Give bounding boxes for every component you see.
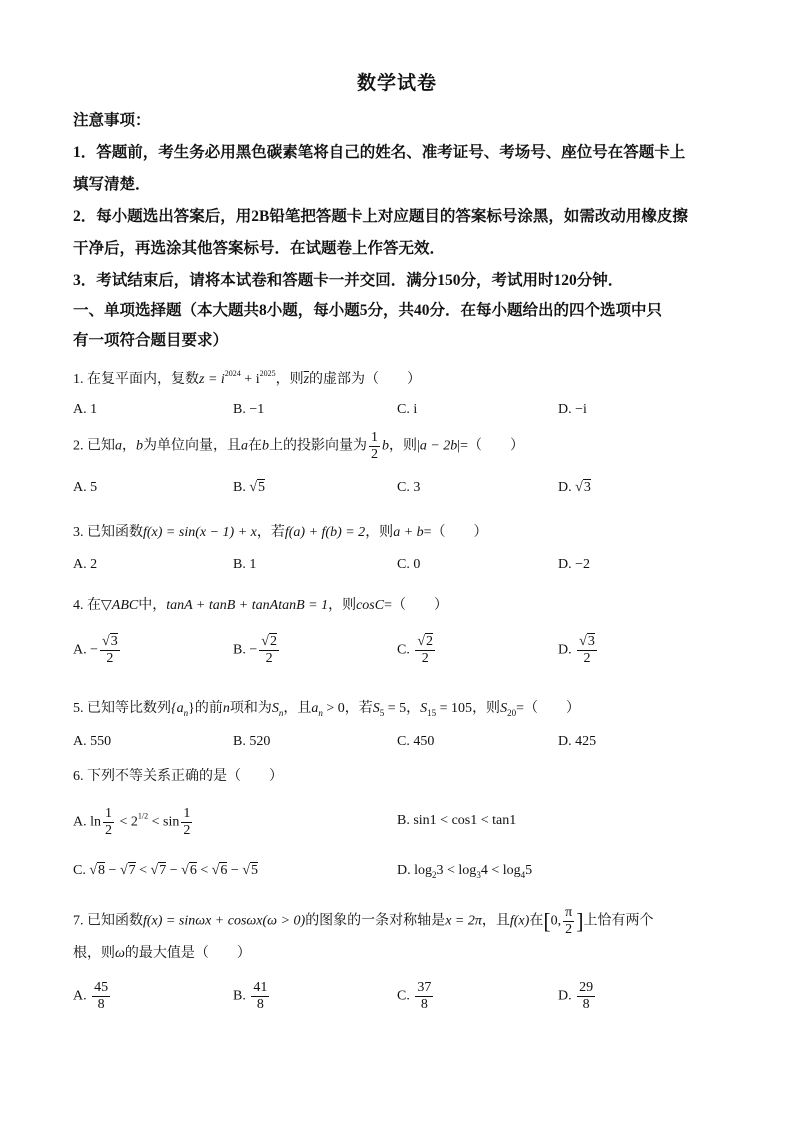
q2-option-b: B. √5 (233, 480, 266, 495)
q2-option-c: C. 3 (397, 480, 421, 495)
q3-option-b: B. 1 (233, 557, 257, 572)
q4-option-c: C. $\frac{√2}{2}$ (397, 634, 434, 666)
notice-item-3: 3．考试结束后，请将本试卷和答题卡一并交回．满分150分，考试用时120分钟． (73, 272, 624, 289)
question-1-stem: 1. 在复平面内，复数$z = i^{2024} + i^{2025}$，则$\overline{z}$的虚部为（ ） (73, 369, 422, 387)
notice-item-1-cont: 填写清楚． (73, 176, 151, 193)
q6-option-d: D. $\log_23 < \log_34 < \log_45$ (397, 863, 533, 880)
q5-option-b: B. 520 (233, 734, 271, 749)
question-2-stem: 2. 已知a，b为单位向量，且a在b上的投影向量为 $\frac{1}{2}$ b，则|a − 2b|=（ ） (73, 430, 524, 462)
notice-heading: 注意事项： (73, 112, 151, 129)
question-3-stem: 3. 已知函数f(x) = sin(x − 1) + x，若f(a) + f(b) = 2，则a + b=（ ） (73, 525, 488, 540)
q5-option-d: D. 425 (558, 734, 597, 749)
q1-option-b: B. −1 (233, 402, 265, 417)
q7-option-b: B. $\frac{41}{8}$ (233, 980, 268, 1012)
q2-option-d: D. √3 (558, 480, 591, 495)
question-6-stem: 6. 下列不等关系正确的是（ ） (73, 769, 283, 784)
page-title: 数学试卷 (356, 73, 437, 94)
question-4-stem: 4. 在▽ABC中，tanA + tanB + tanAtanB = 1，则cosC=（ ） (73, 598, 448, 613)
question-7-stem: 7. 已知函数f(x) = sinωx + cosωx(ω > 0)的图象的一条对称轴是x = 2π，且f(x)在[0, $\frac{\pi}{2}$ ]上恰有两个 (73, 905, 654, 937)
q1-option-a: A. 1 (73, 402, 98, 417)
question-7-stem-cont: 根，则ω的最大值是（ ） (73, 946, 251, 961)
q7-option-a: A. $\frac{45}{8}$ (73, 980, 109, 1012)
q6-option-b: B. sin1 < cos1 < tan1 (397, 813, 517, 828)
q5-option-a: A. 550 (73, 734, 112, 749)
q3-option-c: C. 0 (397, 557, 421, 572)
q3-option-d: D. −2 (558, 557, 591, 572)
q5-option-c: C. 450 (397, 734, 435, 749)
q2-option-a: A. 5 (73, 480, 98, 495)
q4-option-d: D. $\frac{√3}{2}$ (558, 634, 595, 666)
notice-item-2-cont: 干净后，再选涂其他答案标号．在试题卷上作答无效． (73, 240, 446, 257)
triangle-icon: ▽ (101, 598, 112, 613)
section-heading: 一、单项选择题（本大题共8小题，每小题5分，共40分．在每小题给出的四个选项中只 (73, 302, 663, 319)
notice-item-1: 1．答题前，考生务必用黑色碳素笔将自己的姓名、准考证号、考场号、座位号在答题卡上 (73, 144, 686, 161)
section-heading-cont: 有一项符合题目要求） (73, 332, 229, 349)
question-5-stem: 5. 已知等比数列$\{a_n\}$的前n项和为$S_n$，且$a_n > 0$，若$S_5 = 5$，$S_{15} = 105$，则$S_{20}=$（ ） (73, 701, 580, 718)
q7-option-d: D. $\frac{29}{8}$ (558, 980, 594, 1012)
q4-option-a: A. − $\frac{√3}{2}$ (73, 634, 118, 666)
q4-option-b: B. − $\frac{√2}{2}$ (233, 634, 277, 666)
notice-item-2: 2．每小题选出答案后，用2B铅笔把答题卡上对应题目的答案标号涂黑，如需改动用橡皮擦 (73, 208, 688, 225)
q3-option-a: A. 2 (73, 557, 98, 572)
q1-option-c: C. i (397, 402, 418, 417)
q1-option-d: D. −i (558, 402, 587, 417)
q7-option-c: C. $\frac{37}{8}$ (397, 980, 432, 1012)
q6-option-a: A. ln $\frac{1}{2}$ < $2^{1/2} < \sin$ $\frac{1}{2}$ (73, 806, 191, 838)
q6-option-c: C. √8 − √7 < √7 − √6 < √6 − √5 (73, 863, 258, 878)
